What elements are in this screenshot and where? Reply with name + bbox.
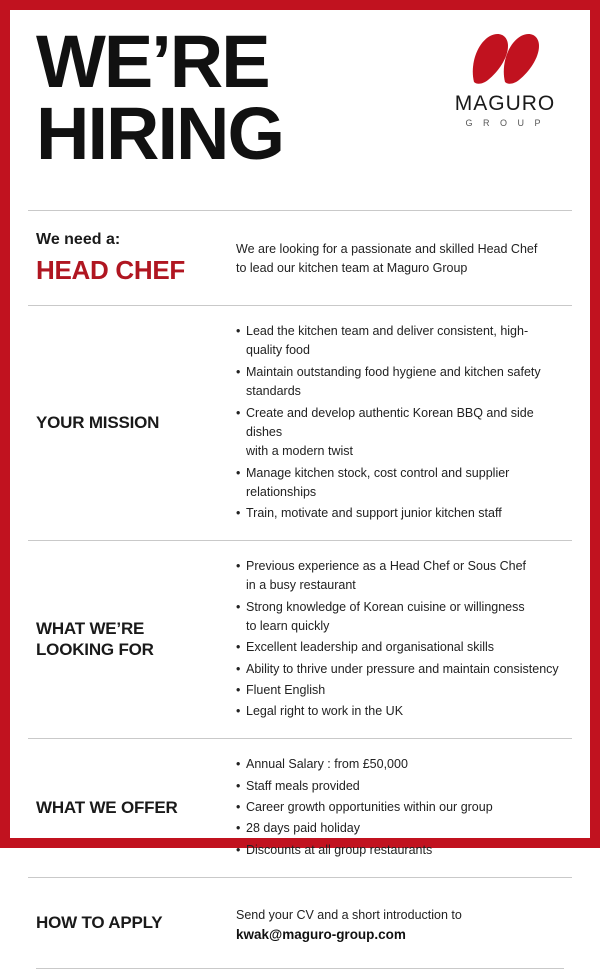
role-eyebrow: We need a: [36,230,121,248]
top-accent-bar [0,0,600,10]
list-item-text: Fluent English [246,683,326,697]
section-your-mission [28,305,572,540]
section-title-offer: WHAT WE OFFER [36,798,178,818]
list-item-text: Create and develop authentic Korean BBQ and side dishes [246,405,534,439]
list-item-text: Discounts at all group restaurants [246,842,433,857]
list-item [236,322,564,361]
section-what-we-offer [28,738,572,877]
list-item [236,755,564,774]
list-item-text: Train, motivate and support junior kitchen staff [246,506,502,521]
mission-list [236,322,564,524]
list-item [236,598,564,637]
list-item-text-continued: in a busy restaurant [246,578,356,593]
list-item-text: Legal right to work in the UK [246,704,404,719]
list-item-text-continued: with a modern twist [246,444,353,459]
apply-email-link[interactable]: kwak@maguro-group.com [236,927,406,943]
list-item [236,404,564,462]
apply-instructions: Send your CV and a short introduction to [236,908,462,923]
list-item [236,638,564,657]
poster-frame [0,10,600,943]
requirements-list [236,557,564,722]
list-item-text-continued: to learn quickly [246,618,330,633]
list-item-text: Maintain outstanding food hygiene and kitchen safety standards [246,364,541,399]
section-title-how-to-apply: HOW TO APPLY [36,913,163,933]
page-title [36,20,283,175]
list-item [236,660,564,679]
list-item [236,363,564,402]
role-title: HEAD CHEF [36,254,185,285]
headline-line-2: HIRING [36,91,283,175]
logo-wordmark: MAGURO [454,92,556,115]
list-item-text: Career growth opportunities within our group [246,800,493,815]
list-item [236,798,564,817]
offer-list [236,755,564,860]
section-title-mission: YOUR MISSION [36,413,160,433]
list-item [236,819,564,838]
list-item [236,681,564,700]
list-item [236,504,564,523]
list-item [236,702,564,721]
list-item-text: Lead the kitchen team and deliver consistent, high-quality food [246,324,529,358]
logo-subtext: G R O U P [465,118,545,128]
list-item [236,557,564,596]
list-item-text: Strong knowledge of Korean cuisine or willingness [246,599,525,614]
section-title-looking-for-line-2: LOOKING FOR [36,640,154,660]
list-item-text: Excellent leadership and organisational skills [246,640,495,655]
list-item-text: Previous experience as a Head Chef or Sous Chef [246,558,527,573]
headline-line-1: WE’RE [36,20,269,103]
poster-header [28,10,572,210]
section-role [28,210,572,305]
maguro-double-droplet-mark [468,32,542,84]
list-item-text: Manage kitchen stock, cost control and supplier relationships [246,465,510,499]
section-title-looking-for-line-1: WHAT WE’RE [36,619,145,638]
list-item-text: Staff meals provided [246,778,360,793]
list-item [236,464,564,503]
list-item [236,841,564,860]
list-item-text: Annual Salary : from £50,000 [246,757,408,772]
section-what-were-looking-for [28,540,572,738]
section-how-to-apply [28,877,572,968]
company-logo [446,32,564,128]
section-title-looking-for [36,618,226,661]
list-item-text: Ability to thrive under pressure and maintain consistency [246,661,559,676]
role-intro-line-2: to lead our kitchen team at Maguro Group [236,261,468,275]
list-item [236,777,564,796]
role-intro-line-1: We are looking for a passionate and skilled Head Chef [236,241,538,256]
list-item-text: 28 days paid holiday [246,821,360,836]
